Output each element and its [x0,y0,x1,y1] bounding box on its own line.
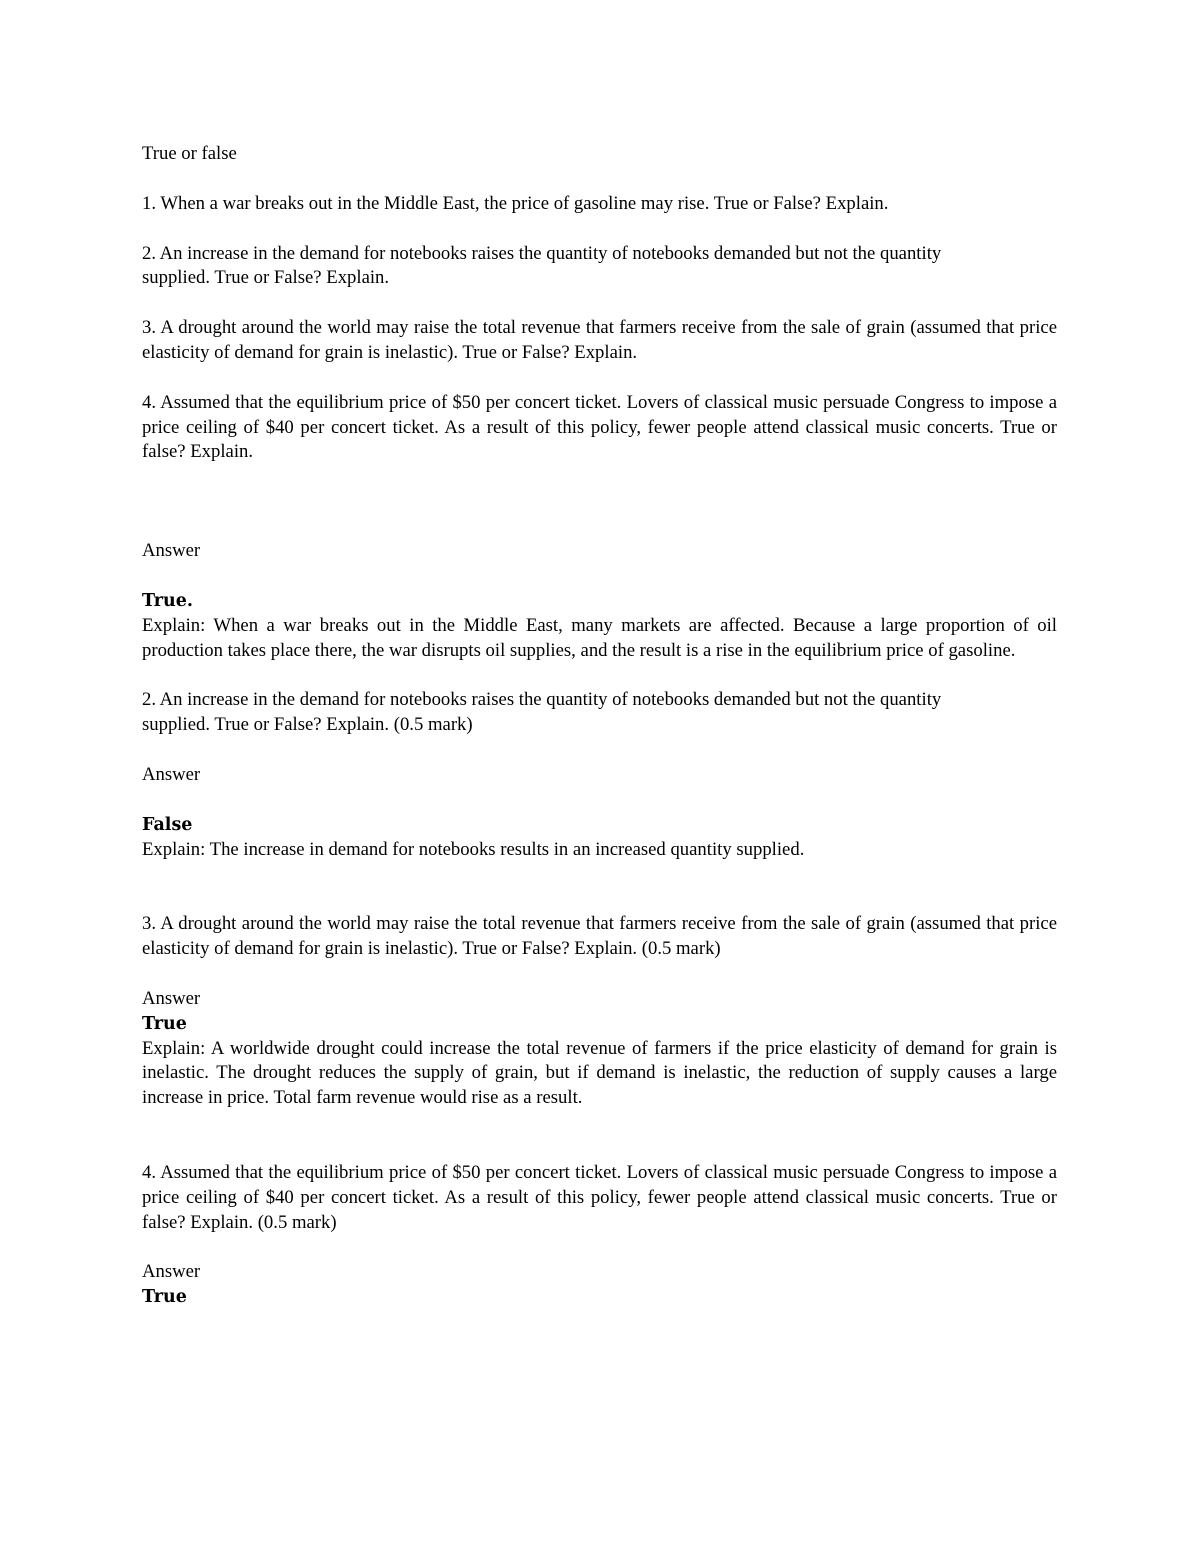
answer-3-explanation: Explain: A worldwide drought could increase the total revenue of farmers if the price elasticity of demand for grain is inelastic. The drought reduces the supply of grain, but if demand is inelastic, the reduction of supply causes a large increase in price. Total farm revenue would rise as a result. [142,1037,1057,1109]
answer-section-question-3: 3. A drought around the world may raise the total revenue that farmers receive from the sale of grain (assumed that price elasticity of demand for grain is inelastic). True or False? Explain. (0.5 mark) [142,913,1057,960]
answer-2-verdict: False [142,814,193,835]
question-1: 1. When a war breaks out in the Middle East, the price of gasoline may rise. True or False? Explain. [142,192,889,214]
answer-question-2-line-1: 2. An increase in the demand for notebooks raises the quantity of notebooks demanded but not the quantity [142,689,942,711]
answer-section-question-4: 4. Assumed that the equilibrium price of $50 per concert ticket. Lovers of classical music persuade Congress to impose a price ceiling of $40 per concert ticket. As a result of this policy, fewer people attend classical music concerts. True or false? Explain. (0.5 mark) [142,1161,1057,1233]
question-2-line-1: 2. An increase in the demand for notebooks raises the quantity of notebooks demanded but not the quantity [142,242,942,264]
answer-3-label: Answer [142,987,201,1009]
answer-1-explanation: Explain: When a war breaks out in the Middle East, many markets are affected. Because a large proportion of oil production takes place there, the war disrupts oil supplies, and the result is a rise in the equilibrium price of gasoline. [142,614,1057,661]
document-heading: True or false [142,143,237,164]
question-3: 3. A drought around the world may raise the total revenue that farmers receive from the sale of grain (assumed that price elasticity of demand for grain is inelastic). True or False? Explain. [142,317,1057,363]
answer-2-explanation: Explain: The increase in demand for notebooks results in an increased quantity supplied. [142,838,805,860]
question-2-line-2: supplied. True or False? Explain. [142,267,390,289]
answer-3-verdict: True [142,1013,187,1034]
answer-2-label: Answer [142,763,201,785]
answer-4-verdict: True [142,1287,187,1308]
question-2 [142,242,1057,292]
answer-1-label: Answer [142,540,201,562]
answer-4-label: Answer [142,1261,201,1283]
answer-question-2-line-2: supplied. True or False? Explain. (0.5 mark) [142,714,473,736]
answer-section-question-2 [142,688,1057,738]
question-4: 4. Assumed that the equilibrium price of $50 per concert ticket. Lovers of classical music persuade Congress to impose a price ceiling of $40 per concert ticket. As a result of this policy, fewer people attend classical music concerts. True or false? Explain. [142,391,1057,463]
answer-1-verdict: True. [142,590,193,611]
document-page [142,142,1057,1310]
